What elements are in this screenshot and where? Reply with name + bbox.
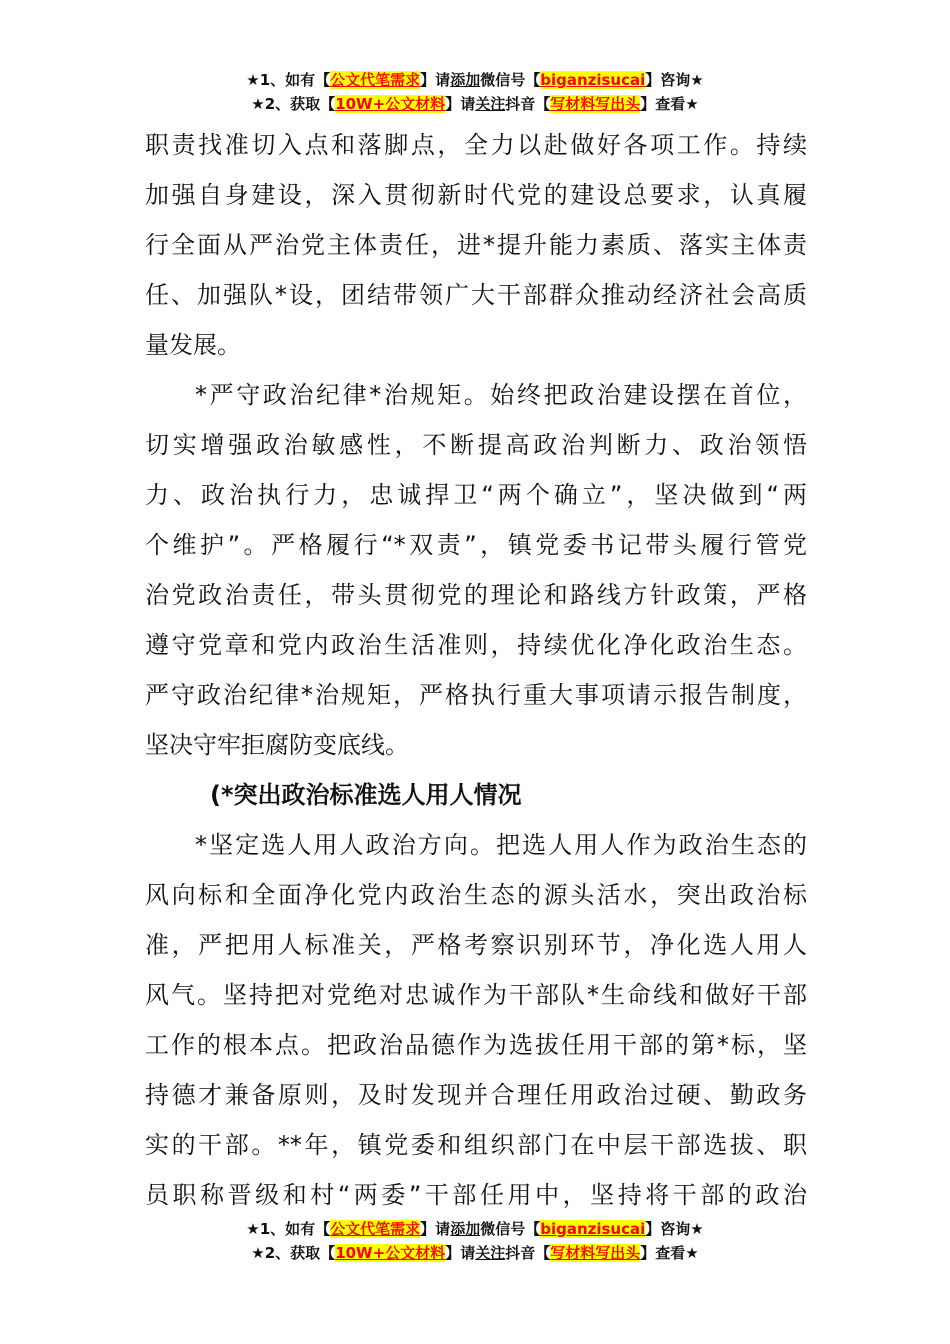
text-line: 遵守党章和党内政治生活准则，持续优化净化政治生态。	[145, 631, 807, 659]
text-line: 实的干部。**年，镇党委和组织部门在中层干部选拔、职	[145, 1131, 807, 1159]
banner-text: 抖音【	[505, 1244, 551, 1262]
banner-text: 添加	[450, 71, 481, 89]
text-line: *严守政治纪律*治规矩。始终把政治建设摆在首位，	[195, 381, 807, 409]
banner-text: ★1、如有【	[246, 1220, 331, 1238]
text-line: 准，严把用人标准关，严格考察识别环节，净化选人用人	[145, 931, 807, 959]
section-heading: (*突出政治标准选人用人情况	[210, 781, 522, 809]
text-line: 工作的根本点。把政治品德作为选拔任用干部的第*标，坚	[145, 1031, 807, 1059]
banner-text: 】查看★	[640, 1244, 699, 1262]
text-line: 坚决守牢拒腐防变底线。	[145, 731, 409, 759]
text-line: 任、加强队*设，团结带领广大干部群众推动经济社会高质	[145, 281, 807, 309]
banner-text: 微信号【	[480, 71, 541, 89]
text-line: 治党政治责任，带头贯彻党的理论和路线方针政策，严格	[145, 581, 807, 609]
banner-text: 】请	[445, 95, 476, 113]
banner-text: ★2、获取【	[251, 1244, 336, 1262]
text-line: 个维护”。严格履行“*双责”，镇党委书记带头履行管党	[145, 531, 807, 559]
text-line: 严守政治纪律*治规矩，严格执行重大事项请示报告制度，	[145, 681, 807, 709]
banner-text: 】咨询★	[645, 71, 704, 89]
wechat-id: biganzisucai	[540, 71, 646, 89]
banner-text: ★1、如有【	[246, 71, 331, 89]
banner-line-2	[0, 92, 950, 116]
document-body	[145, 120, 807, 1220]
text-line: 员职称晋级和村“两委”干部任用中，坚持将干部的政治	[145, 1181, 807, 1209]
text-line: 风气。坚持把对党绝对忠诚作为干部队*生命线和做好干部	[145, 981, 807, 1009]
text-line: 加强自身建设，深入贯彻新时代党的建设总要求，认真履	[145, 181, 807, 209]
douyin-id: 写材料写出头	[550, 1244, 641, 1262]
banner-text: 】咨询★	[645, 1220, 704, 1238]
footer-banner	[0, 1217, 950, 1265]
header-banner	[0, 68, 950, 116]
douyin-id: 写材料写出头	[550, 95, 641, 113]
text-line: 行全面从严治党主体责任，进*提升能力素质、落实主体责	[145, 231, 807, 259]
highlight-text: 公文代笔需求	[330, 1220, 421, 1238]
banner-text: 】查看★	[640, 95, 699, 113]
banner-text: ★2、获取【	[251, 95, 336, 113]
text-line: 量发展。	[145, 331, 241, 359]
banner-text: 关注	[475, 95, 506, 113]
wechat-id: biganzisucai	[540, 1220, 646, 1238]
text-line: 切实增强政治敏感性，不断提高政治判断力、政治领悟	[145, 431, 807, 459]
banner-text: 】请	[420, 71, 451, 89]
text-line: 持德才兼备原则，及时发现并合理任用政治过硬、勤政务	[145, 1081, 807, 1109]
banner-text: 关注	[475, 1244, 506, 1262]
banner-text: 抖音【	[505, 95, 551, 113]
banner-text: 】请	[445, 1244, 476, 1262]
banner-line-1	[0, 68, 950, 92]
text-line: 力、政治执行力，忠诚捍卫“两个确立”，坚决做到“两	[145, 481, 807, 509]
banner-line-2	[0, 1241, 950, 1265]
banner-line-1	[0, 1217, 950, 1241]
text-line: *坚定选人用人政治方向。把选人用人作为政治生态的	[195, 831, 807, 859]
highlight-text: 10W+公文材料	[335, 95, 446, 113]
highlight-text: 10W+公文材料	[335, 1244, 446, 1262]
text-line: 职责找准切入点和落脚点，全力以赴做好各项工作。持续	[145, 131, 807, 159]
banner-text: 】请	[420, 1220, 451, 1238]
highlight-text: 公文代笔需求	[330, 71, 421, 89]
banner-text: 添加	[450, 1220, 481, 1238]
banner-text: 微信号【	[480, 1220, 541, 1238]
text-line: 风向标和全面净化党内政治生态的源头活水，突出政治标	[145, 881, 807, 909]
